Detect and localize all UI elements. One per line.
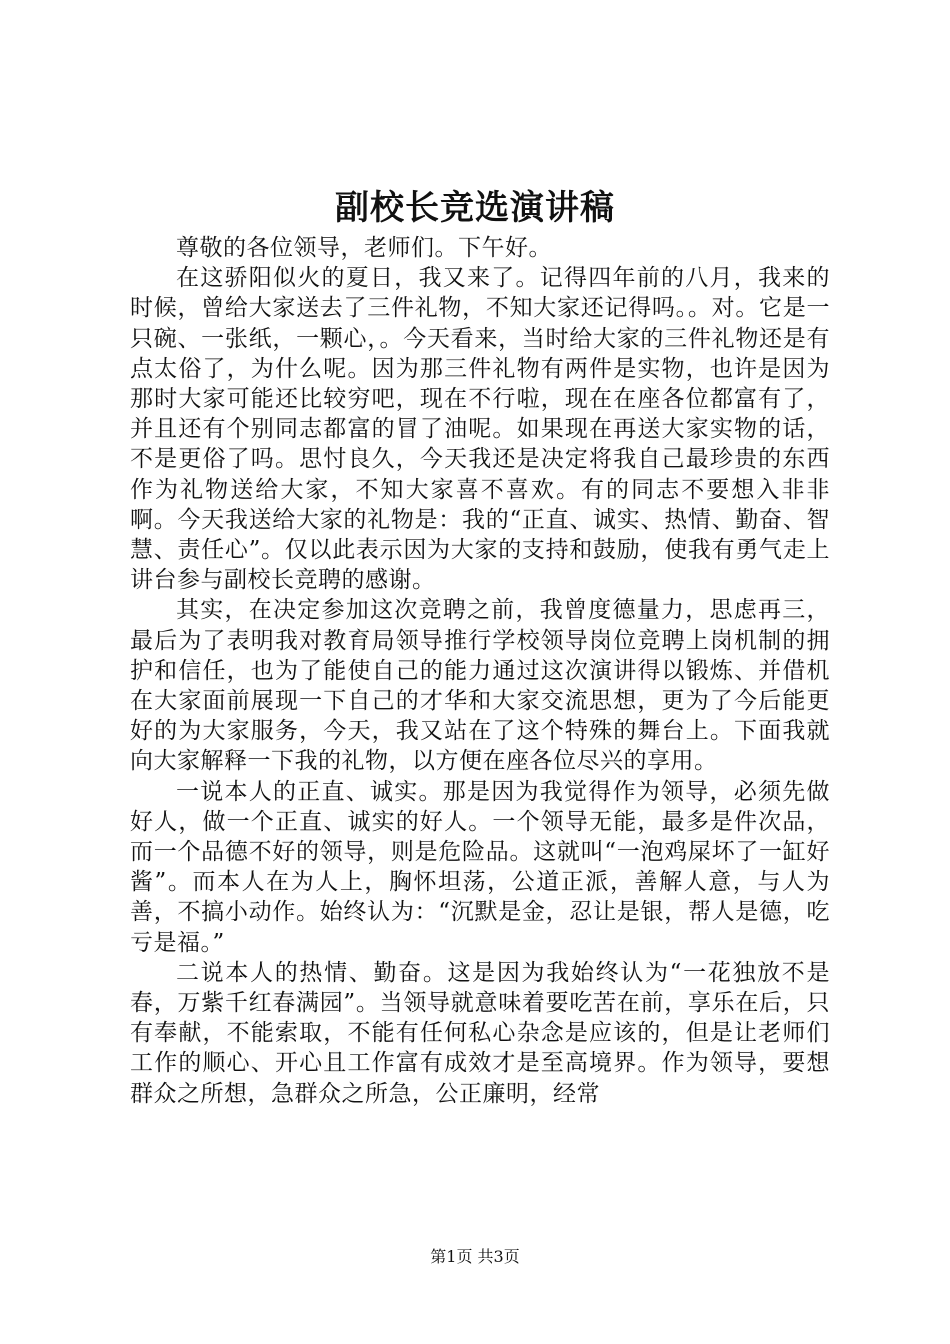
document-title: 副校长竞选演讲稿 [335,188,615,228]
page-number-footer: 第1页 共3页 [430,1247,520,1266]
paragraph-integrity: 一说本人的正直、诚实。那是因为我觉得作为领导，必须先做好人，做一个正直、诚实的好人。一个领导无能，最多是件次品，而一个品德不好的领导，则是危险品。这就叫“一泡鸡屎坏了一缸好酱”。而本人在为人上，胸怀坦荡，公道正派，善解人意，与人为善，不搞小动作。始终认为：“沉默是金，忍让是银，帮人是德，吃亏是福。” [130,778,830,956]
paragraph-greeting: 尊敬的各位领导，老师们。下午好。 [176,235,552,261]
paragraph-motivation: 其实，在决定参加这次竞聘之前，我曾度德量力，思虑再三，最后为了表明我对教育局领导推行学校领导岗位竞聘上岗机制的拥护和信任，也为了能使自己的能力通过这次演讲得以锻炼、并借机在大家面前展现一下自己的才华和大家交流思想，更为了今后能更好的为大家服务，今天，我又站在了这个特殊的舞台上。下面我就向大家解释一下我的礼物，以方便在座各位尽兴的享用。 [130,597,830,775]
paragraph-gifts: 在这骄阳似火的夏日，我又来了。记得四年前的八月，我来的时候，曾给大家送去了三件礼物，不知大家还记得吗。。对。它是一只碗、一张纸，一颗心，。今天看来，当时给大家的三件礼物还是有点太俗了，为什么呢。因为那三件礼物有两件是实物，也许是因为那时大家可能还比较穷吧，现在不行啦，现在在座各位都富有了，并且还有个别同志都富的冒了油呢。如果现在再送大家实物的话，不是更俗了吗。思忖良久，今天我还是决定将我自己最珍贵的东西作为礼物送给大家，不知大家喜不喜欢。有的同志不要想入非非啊。今天我送给大家的礼物是：我的“正直、诚实、热情、勤奋、智慧、责任心”。仅以此表示因为大家的支持和鼓励，使我有勇气走上讲台参与副校长竞聘的感谢。 [130,265,830,594]
document-body [130,233,830,1109]
paragraph-diligence: 二说本人的热情、勤奋。这是因为我始终认为“一花独放不是春，万紫千红春满园”。当领导就意味着要吃苦在前，享乐在后，只有奉献，不能索取，不能有任何私心杂念是应该的，但是让老师们工作的顺心、开心且工作富有成效才是至高境界。作为领导，要想群众之所想，急群众之所急，公正廉明，经常 [130,959,830,1107]
